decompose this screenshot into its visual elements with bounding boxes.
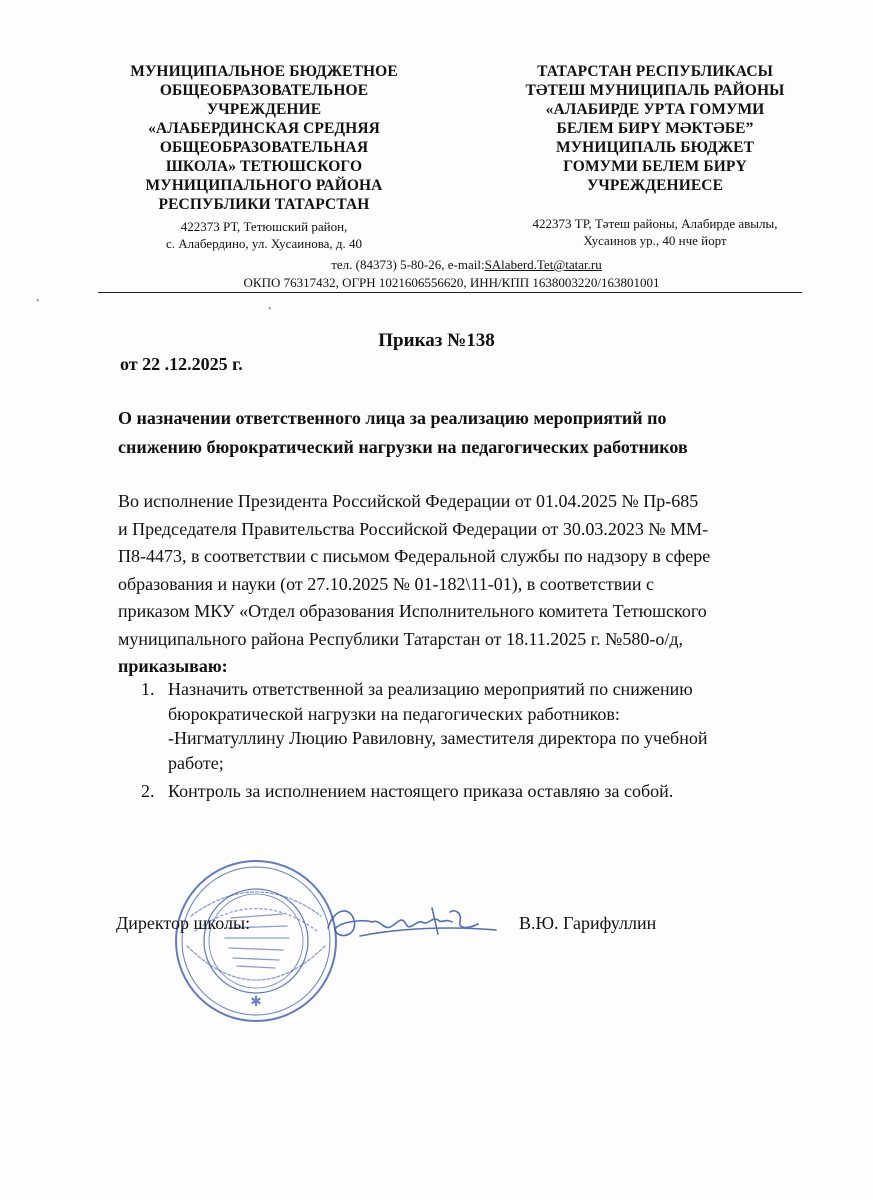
- list-item: [118, 779, 788, 804]
- order-date: от 22 .12.2025 г.: [120, 354, 243, 374]
- subject-line: О назначении ответственного лица за реализацию мероприятий по: [118, 408, 667, 428]
- item-number: 1.: [141, 679, 155, 699]
- item-line: Контроль за исполнением настоящего приказа оставляю за собой.: [168, 781, 674, 801]
- header-right-title: ТАТАРСТАН РЕСПУБЛИКАСЫ ТӘТЕШ МУНИЦИПАЛЬ РАЙОНЫ «АЛАБИРДЕ УРТА ГОМУМИ БЕЛЕМ БИРҮ МӘКТӘБЕ” МУНИЦИПАЛЬ БЮДЖЕТ ГОМУМИ БЕЛЕМ БИРҮ УЧРЕЖДЕНИЕСЕ: [525, 63, 785, 194]
- header-right-block: [470, 62, 840, 249]
- handwritten-signature: [320, 898, 500, 948]
- item-line: Назначить ответственной за реализацию мероприятий по снижению: [168, 679, 693, 699]
- order-directive: приказываю:: [118, 656, 228, 676]
- scan-speck: •: [268, 304, 272, 315]
- signatory-name: В.Ю. Гарифуллин: [519, 913, 657, 933]
- header-right-address: 422373 ТР, Тәтеш районы, Алабирде авылы, Хусаинов ур., 40 нче йорт: [532, 216, 778, 248]
- body-line: приказом МКУ «Отдел образования Исполнительного комитета Тетюшского: [118, 601, 707, 621]
- official-stamp: [171, 856, 341, 1026]
- header-left-block: [96, 62, 432, 252]
- item-line: бюрократической нагрузки на педагогических работников:: [168, 703, 620, 724]
- svg-text:✱: ✱: [250, 994, 262, 1010]
- header-left-address: 422373 РТ, Тетюшский район, с. Алабердино, ул. Хусаинова, д. 40: [165, 219, 363, 251]
- body-line: П8-4473, в соответствии с письмом Федеральной службы по надзору в сфере: [118, 546, 711, 566]
- body-line: и Председателя Правительства Российской Федерации от 30.03.2023 № ММ-: [118, 518, 709, 539]
- email-link[interactable]: SAlaberd.Tet@tatar.ru: [484, 257, 602, 272]
- subject-line: снижению бюрократический нагрузки на педагогических работников: [118, 437, 688, 457]
- scan-speck: •: [36, 296, 40, 307]
- order-items-list: [118, 677, 788, 804]
- contact-line: [0, 257, 873, 273]
- order-title: Приказ №138: [378, 330, 495, 351]
- contact-phone: тел. (84373) 5-80-26, e-mail:: [331, 257, 485, 272]
- order-body: [118, 488, 778, 681]
- list-item: [118, 677, 788, 775]
- header-divider: [98, 292, 802, 293]
- body-line: образования и науки (от 27.10.2025 № 01-182\11-01), в соответствии с: [118, 573, 654, 594]
- order-subject: [118, 404, 778, 462]
- item-line: -Нигматуллину Люцию Равиловну, заместителя директора по учебной: [168, 728, 708, 748]
- signatory-role: Директор школы:: [116, 913, 251, 933]
- header-left-title: МУНИЦИПАЛЬНОЕ БЮДЖЕТНОЕ ОБЩЕОБРАЗОВАТЕЛЬНОЕ УЧРЕЖДЕНИЕ «АЛАБЕРДИНСКАЯ СРЕДНЯЯ ОБЩЕОБРАЗОВАТЕЛЬНАЯ ШКОЛА» ТЕТЮШСКОГО МУНИЦИПАЛЬНОГО РАЙОНА РЕСПУБЛИКИ ТАТАРСТАН: [130, 63, 398, 213]
- item-number: 2.: [141, 781, 155, 801]
- registration-codes: ОКПО 76317432, ОГРН 1021606556620, ИНН/КПП 1638003220/163801001: [243, 275, 660, 290]
- body-line: Во исполнение Президента Российской Федерации от 01.04.2025 № Пр-685: [118, 491, 699, 511]
- body-line: муниципального района Республики Татарстан от 18.11.2025 г. №580-о/д,: [118, 628, 683, 649]
- item-line: работе;: [168, 752, 224, 773]
